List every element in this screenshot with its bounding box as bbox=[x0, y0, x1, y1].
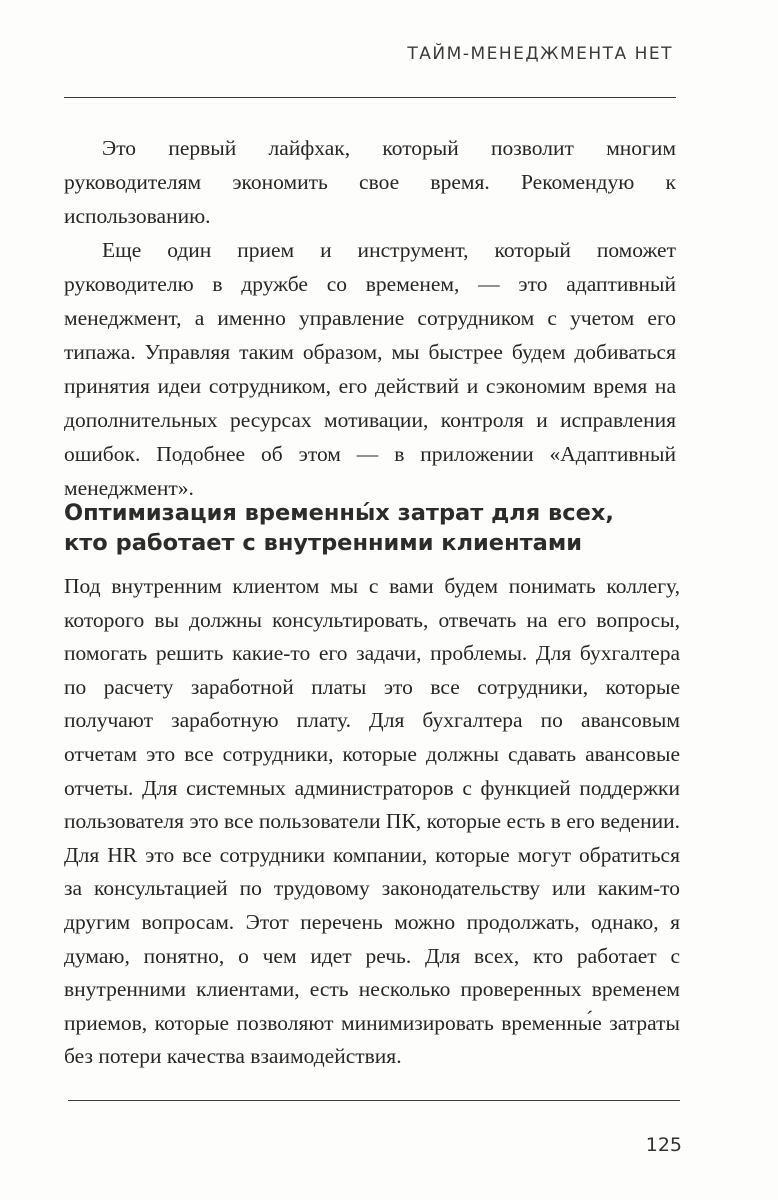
paragraph-lifehack: Это первый лайфхак, который позволит многим руководителям экономить свое время. Рекомендую к использованию. bbox=[64, 136, 676, 228]
paragraph-adaptive-management: Еще один прием и инструмент, который поможет руководителю в дружбе со временем, — это адаптивный менеджмент, а именно управление сотрудником с учетом его типажа. Управляя таким образом, мы быстрее будем добиваться принятия идеи сотрудником, его действий и сэкономим время на дополнительных ресурсах мотивации, контроля и исправления ошибок. Подобнее об этом — в приложении «Адаптивный менеджмент». bbox=[64, 238, 676, 500]
section-heading-line-2: кто работает с внутренними клиентами bbox=[64, 530, 582, 556]
section-heading bbox=[64, 498, 676, 558]
page-number: 125 bbox=[645, 1134, 682, 1156]
footer-rule bbox=[68, 1100, 680, 1101]
header-rule bbox=[64, 97, 676, 98]
running-title: ТАЙМ-МЕНЕДЖМЕНТА НЕТ bbox=[407, 44, 673, 64]
section-heading-line-1: Оптимизация временны́х затрат для всех, bbox=[64, 500, 614, 526]
paragraph-internal-clients: Под внутренним клиентом мы с вами будем понимать коллегу, которого вы должны консультировать, отвечать на его вопросы, помогать решить какие-то его задачи, проблемы. Для бухгалтера по расчету заработной платы это все сотрудники, которые получают заработную плату. Для бухгалтера по авансовым отчетам это все сотрудники, которые должны сдавать авансовые отчеты. Для системных администраторов с функцией поддержки пользователя это все пользователи ПК, которые есть в его ведении. Для HR это все сотрудники компании, которые могут обратиться за консультацией по трудовому законодательству или каким-то другим вопросам. Этот перечень можно продолжать, однако, я думаю, понятно, о чем идет речь. Для всех, кто работает с внутренними клиентами, есть несколько проверенных временем приемов, которые позволяют минимизировать временны́е затраты без потери качества взаимодействия. bbox=[64, 574, 680, 1069]
